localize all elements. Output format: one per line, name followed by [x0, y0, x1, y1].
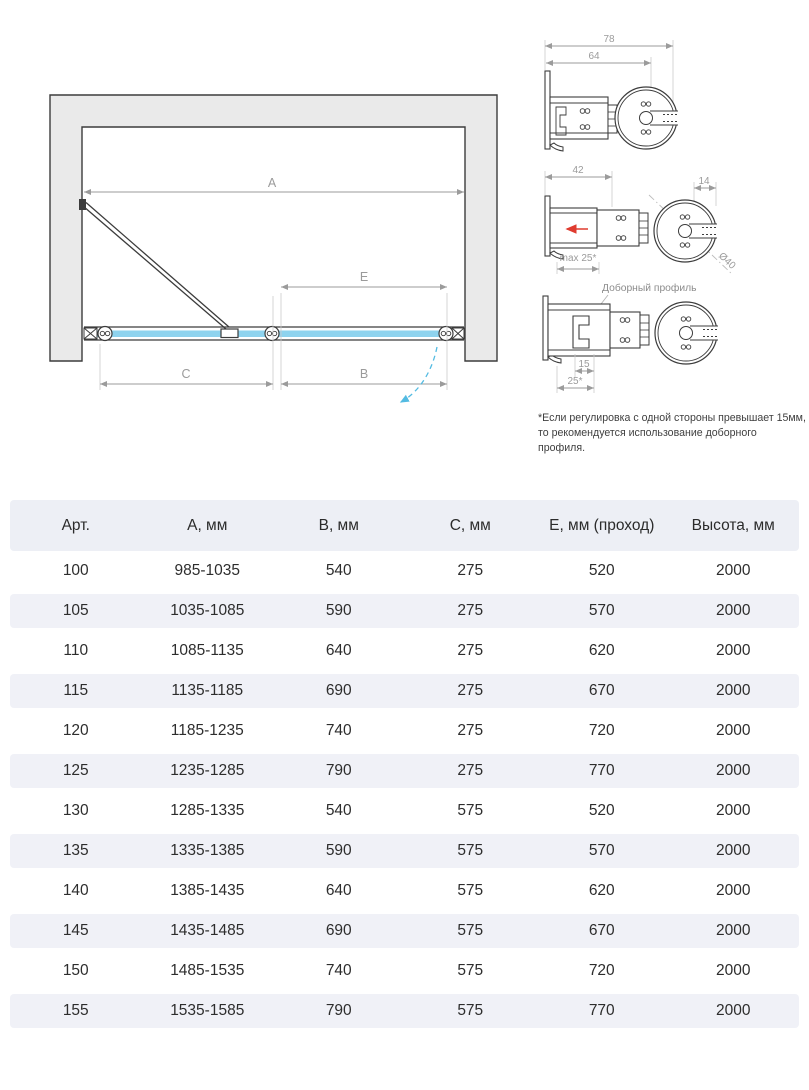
cell-b: 740 [325, 962, 352, 979]
extension-profile-label: Доборный профиль [602, 283, 697, 294]
table-row [10, 834, 799, 868]
cell-a: 1035-1085 [170, 602, 245, 619]
cell-c: 275 [457, 722, 484, 739]
cell-art: 135 [62, 842, 89, 859]
wall-profile-bottom [543, 296, 649, 363]
cell-e: 770 [588, 762, 615, 779]
dim-label-e: E [359, 270, 369, 284]
cell-c: 275 [457, 602, 484, 619]
dim-label-25: 25* [567, 376, 583, 387]
track [84, 327, 464, 341]
cell-b: 790 [325, 1002, 352, 1019]
cell-art: 120 [62, 722, 89, 739]
cell-height: 2000 [716, 842, 751, 859]
cell-e: 620 [588, 642, 615, 659]
cell-art: 150 [62, 962, 89, 979]
cell-art: 155 [62, 1002, 89, 1019]
cell-c: 575 [457, 962, 484, 979]
cell-c: 275 [457, 762, 484, 779]
cell-a: 1485-1535 [170, 962, 245, 979]
cell-art: 110 [63, 642, 89, 659]
dim-label-78: 78 [603, 34, 615, 45]
cell-a: 1235-1285 [170, 762, 245, 779]
cell-c: 575 [457, 1002, 484, 1019]
header-a: А, мм [187, 516, 228, 534]
table-row [10, 914, 799, 948]
cell-b: 590 [325, 842, 352, 859]
cell-b: 540 [325, 802, 352, 819]
door-carriage [221, 329, 238, 338]
cell-a: 1335-1385 [170, 842, 245, 859]
cell-e: 770 [588, 1002, 615, 1019]
right-bracket [452, 328, 464, 339]
extension-lines [100, 293, 447, 390]
cell-e: 620 [588, 882, 615, 899]
plan-view [50, 95, 497, 402]
footnote [538, 411, 806, 456]
profile-section-top [545, 34, 681, 151]
cell-a: 1185-1235 [170, 722, 244, 739]
footnote-line2: то рекомендуется использование доборного профиля. [538, 427, 757, 454]
cell-height: 2000 [716, 602, 751, 619]
cell-art: 125 [62, 762, 89, 779]
table-row [10, 711, 799, 751]
roller-left [98, 327, 112, 341]
cell-c: 575 [457, 922, 484, 939]
dim-label-14: 14 [698, 176, 710, 187]
table-row [10, 674, 799, 708]
dim-label-64: 64 [588, 51, 600, 62]
header-height: Высота, мм [691, 516, 775, 534]
roller-middle [265, 327, 279, 341]
cell-b: 590 [325, 602, 352, 619]
tube-profile-bottom [655, 302, 721, 364]
cell-a: 1435-1485 [170, 922, 245, 939]
profile-section-middle [545, 165, 738, 275]
table-row [10, 631, 799, 671]
cell-a: 1135-1185 [171, 682, 244, 699]
cell-e: 720 [588, 962, 615, 979]
wall-profile-middle [545, 196, 648, 259]
cell-e: 520 [588, 802, 615, 819]
dim-label-b: B [359, 367, 369, 381]
footnote-line1: *Если регулировка с одной стороны превышает 15мм, [538, 412, 806, 424]
cell-height: 2000 [716, 722, 751, 739]
cell-a: 1085-1135 [170, 642, 244, 659]
cell-height: 2000 [716, 642, 751, 659]
cell-a: 1385-1435 [170, 882, 245, 899]
table-row [10, 871, 799, 911]
profile-section-bottom [543, 282, 721, 393]
cell-e: 520 [588, 562, 615, 579]
cell-b: 640 [325, 882, 352, 899]
cell-c: 575 [457, 882, 484, 899]
cell-b: 740 [325, 722, 352, 739]
cell-height: 2000 [716, 922, 751, 939]
table-row [10, 791, 799, 831]
cell-art: 115 [63, 682, 89, 699]
cell-c: 575 [457, 842, 484, 859]
dim-label-diameter: Ø40 [716, 250, 738, 272]
cell-b: 540 [325, 562, 352, 579]
roller-right [439, 327, 453, 341]
cell-art: 145 [62, 922, 89, 939]
cell-art: 140 [62, 882, 89, 899]
cell-art: 105 [62, 602, 89, 619]
table-header [10, 500, 799, 551]
table-row [10, 594, 799, 628]
open-door [83, 203, 229, 330]
cell-art: 100 [62, 562, 89, 579]
left-bracket [84, 328, 97, 339]
cell-e: 670 [588, 922, 615, 939]
cell-a: 1535-1585 [170, 1002, 245, 1019]
wall-profile-top [545, 71, 617, 151]
dim-label-15: 15 [578, 359, 590, 370]
table-row [10, 951, 799, 991]
cell-c: 275 [457, 562, 484, 579]
cell-e: 570 [588, 602, 615, 619]
tube-profile-middle [649, 195, 733, 275]
cell-c: 275 [457, 682, 484, 699]
cell-c: 575 [457, 802, 484, 819]
table-body [10, 551, 799, 1028]
tube-profile-top [615, 87, 681, 149]
wall-frame [50, 95, 497, 361]
header-b: В, мм [318, 516, 359, 534]
cell-height: 2000 [716, 562, 751, 579]
header-e: Е, мм (проход) [549, 516, 655, 534]
cell-height: 2000 [716, 802, 751, 819]
dim-label-42: 42 [572, 165, 584, 176]
cell-a: 985-1035 [174, 562, 240, 579]
cell-c: 275 [457, 642, 484, 659]
cell-height: 2000 [716, 882, 751, 899]
cell-b: 690 [325, 682, 352, 699]
cell-b: 790 [325, 762, 352, 779]
cell-height: 2000 [716, 682, 751, 699]
header-art: Арт. [61, 516, 90, 534]
dim-label-c: C [181, 367, 191, 381]
cell-b: 640 [325, 642, 352, 659]
cell-height: 2000 [716, 962, 751, 979]
cell-e: 570 [588, 842, 615, 859]
cell-height: 2000 [716, 762, 751, 779]
table-row [10, 754, 799, 788]
spec-table [10, 500, 799, 1031]
cell-b: 690 [325, 922, 352, 939]
cell-art: 130 [62, 802, 89, 819]
table-row [10, 994, 799, 1028]
cell-e: 720 [588, 722, 615, 739]
table-row [10, 551, 799, 591]
cell-e: 670 [588, 682, 615, 699]
dim-label-a: A [267, 176, 277, 190]
door-swing-arrow [401, 347, 437, 402]
header-c: С, мм [449, 516, 491, 534]
cell-height: 2000 [716, 1002, 751, 1019]
cell-a: 1285-1335 [170, 802, 245, 819]
max-adjust-label: max 25* [559, 253, 597, 264]
